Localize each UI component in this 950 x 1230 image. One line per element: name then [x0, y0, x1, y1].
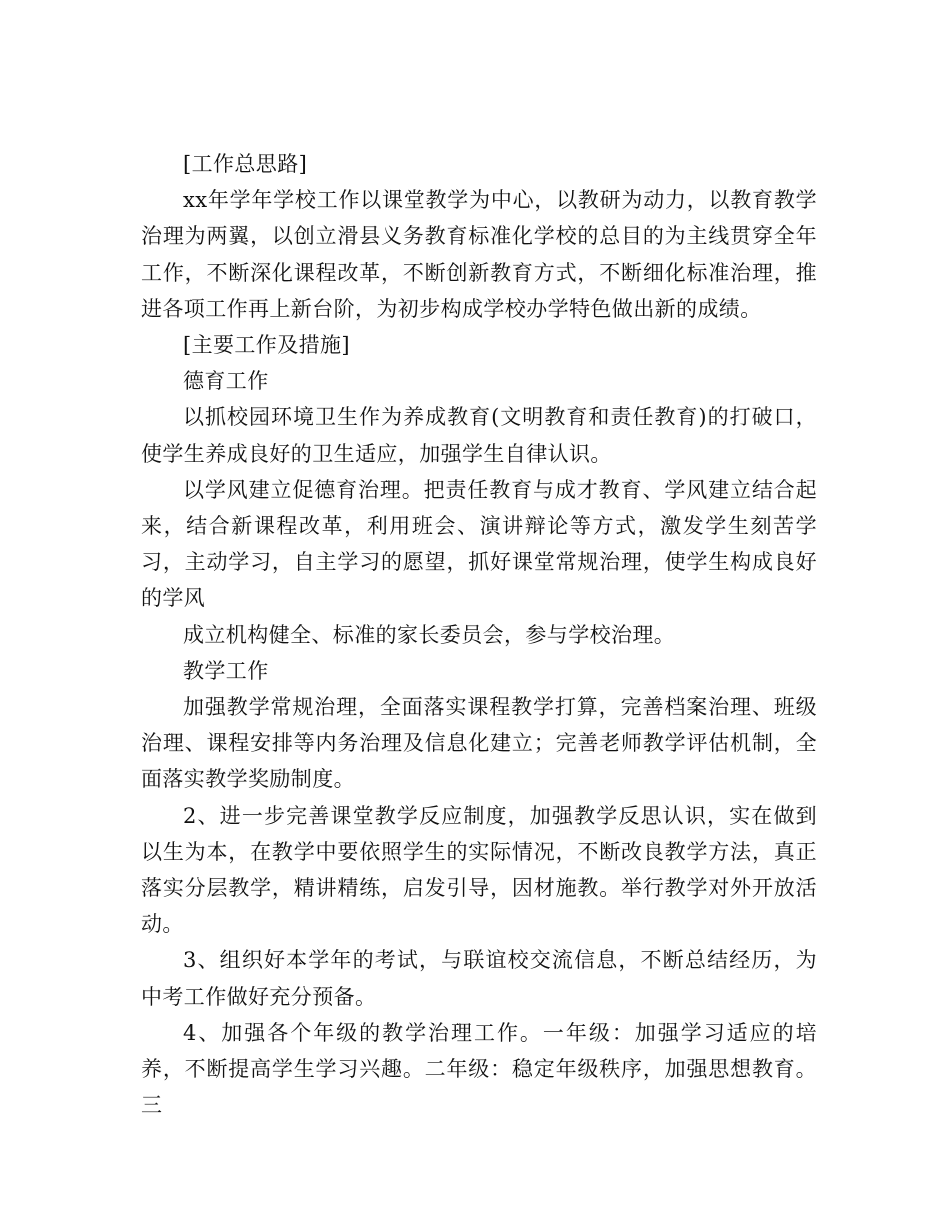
paragraph-item-3: 3、组织好本学年的考试，与联谊校交流信息，不断总结经历，为中考工作做好充分预备。 [141, 948, 817, 1009]
paragraph-teaching-routine: 加强教学常规治理，全面落实课程教学打算，完善档案治理、班级治理、课程安排等内务治理及信息化建立；完善老师教学评估机制，全面落实教学奖励制度。 [141, 695, 817, 792]
paragraph-hygiene-habits: 以抓校园环境卫生作为养成教育(文明教育和责任教育)的打破口，使学生养成良好的卫生适应，加强学生自律认识。 [141, 405, 817, 466]
subheading-moral-education: 德育工作 [183, 369, 269, 394]
paragraph-parent-committee: 成立机构健全、标准的家长委员会，参与学校治理。 [183, 622, 676, 647]
section-heading-overall-approach: [工作总思路] [183, 152, 308, 176]
paragraph-overall-approach: xx年学年学校工作以课堂教学为中心，以教研为动力，以教育教学治理为两翼，以创立滑县义务教育标准化学校的总目的为主线贯穿全年工作，不断深化课程改革，不断创新教育方式，不断细化标准治理，推进各项工作再上新台阶，为初步构成学校办学特色做出新的成绩。 [141, 188, 817, 321]
paragraph-item-4: 4、加强各个年级的教学治理工作。一年级：加强学习适应的培养，不断提高学生学习兴趣。二年级：稳定年级秩序，加强思想教育。三 [141, 1020, 817, 1118]
document-body [141, 146, 817, 1123]
section-heading-main-work: [主要工作及措施] [183, 333, 350, 358]
paragraph-study-style: 以学风建立促德育治理。把责任教育与成才教育、学风建立结合起来，结合新课程改革，利用班会、演讲辩论等方式，激发学生刻苦学习，主动学习，自主学习的愿望，抓好课堂常规治理，使学生构成良好的学风 [141, 477, 817, 611]
subheading-teaching-work: 教学工作 [183, 658, 269, 683]
paragraph-item-2: 2、进一步完善课堂教学反应制度，加强教学反思认识，实在做到以生为本，在教学中要依照学生的实际情况，不断改良教学方法，真正落实分层教学，精讲精练，启发引导，因材施教。举行教学对外开放活动。 [141, 803, 817, 937]
